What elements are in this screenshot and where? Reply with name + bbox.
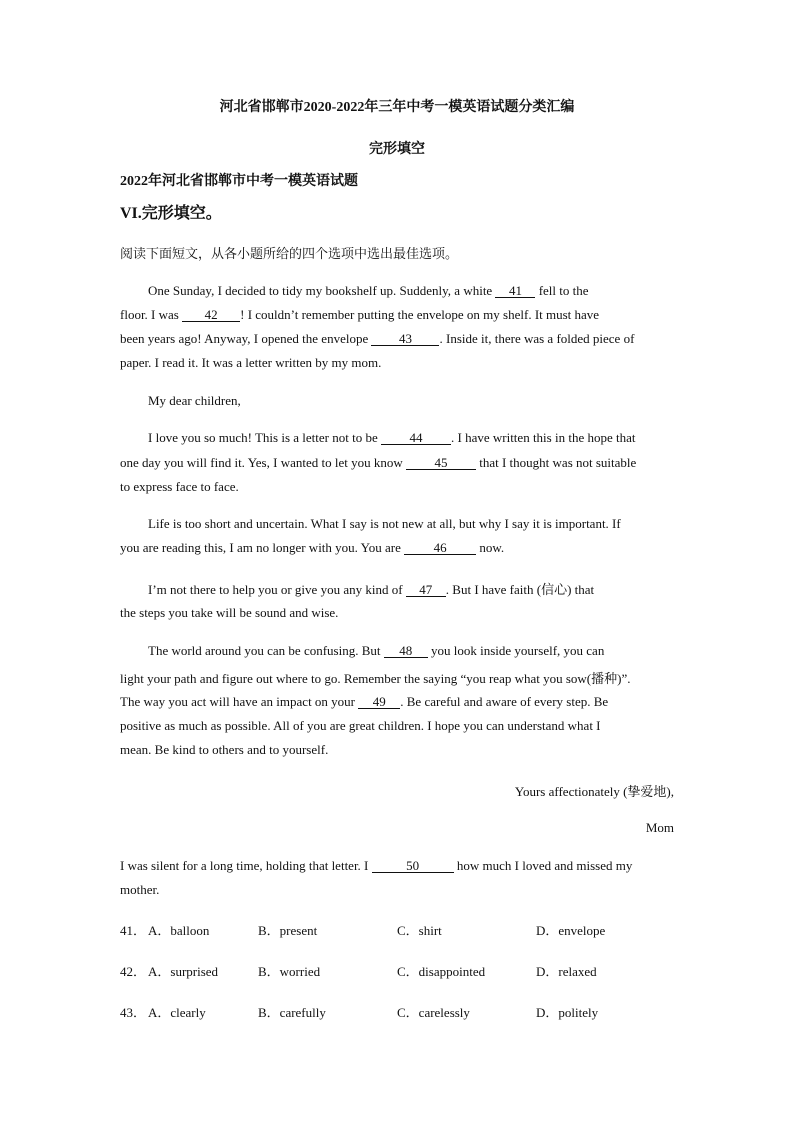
letter-closing: Yours affectionately (挚爱地), <box>514 784 674 799</box>
passage-line: to express face to face. <box>120 479 239 494</box>
question-number: 41． <box>120 923 147 938</box>
blank-46[interactable]: 46 <box>404 541 476 555</box>
passage-line: One Sunday, I decided to tidy my bookshelf up. Suddenly, a white 41 fell to the <box>148 283 589 298</box>
option-a[interactable]: A．surprised <box>148 964 219 979</box>
passage-line: been years ago! Anyway, I opened the envelope 43 . Inside it, there was a folded piece of <box>120 331 635 346</box>
option-a[interactable]: A．clearly <box>148 1005 206 1020</box>
blank-48[interactable]: 48 <box>384 644 428 658</box>
passage-line: mean. Be kind to others and to yourself. <box>120 742 329 757</box>
blank-49[interactable]: 49 <box>358 695 400 709</box>
subtitle: 完形填空 <box>369 142 425 157</box>
passage-line: Life is too short and uncertain. What I say is not new at all, but why I say it is important. If <box>148 516 621 531</box>
passage-line: light your path and figure out where to go. Remember the saying “you reap what you sow(播种)”. <box>120 671 631 686</box>
passage-line: mother. <box>120 882 160 897</box>
letter-greeting: My dear children, <box>148 393 241 408</box>
option-d[interactable]: D．envelope <box>536 923 606 938</box>
option-b[interactable]: B．worried <box>258 964 321 979</box>
option-a[interactable]: A．balloon <box>148 923 210 938</box>
option-c[interactable]: C．disappointed <box>397 964 486 979</box>
blank-44[interactable]: 44 <box>381 431 451 445</box>
passage-line: you are reading this, I am no longer with you. You are 46 now. <box>120 540 505 555</box>
passage-line: I love you so much! This is a letter not to be 44 . I have written this in the hope that <box>148 430 636 445</box>
passage-line: one day you will find it. Yes, I wanted to let you know 45 that I thought was not suitable <box>120 455 637 470</box>
passage-line: I’m not there to help you or give you any kind of 47 . But I have faith (信心) that <box>148 582 595 597</box>
option-d[interactable]: D．relaxed <box>536 964 597 979</box>
letter-signature: Mom <box>645 820 674 835</box>
blank-50[interactable]: 50 <box>372 859 454 873</box>
option-b[interactable]: B．present <box>258 923 318 938</box>
option-c[interactable]: C．carelessly <box>397 1005 470 1020</box>
exam-title: 2022年河北省邯郸市中考一模英语试题 <box>120 174 358 189</box>
option-b[interactable]: B．carefully <box>258 1005 326 1020</box>
blank-43[interactable]: 43 <box>371 332 439 346</box>
passage-line: I was silent for a long time, holding that letter. I 50 how much I loved and missed my <box>120 858 633 873</box>
option-d[interactable]: D．politely <box>536 1005 599 1020</box>
main-title: 河北省邯郸市2020-2022年三年中考一模英语试题分类汇编 <box>219 100 575 115</box>
section-heading: VI.完形填空。 <box>120 205 222 222</box>
instruction-text: 阅读下面短文，从各小题所给的四个选项中选出最佳选项。 <box>120 246 459 261</box>
blank-41[interactable]: 41 <box>495 284 535 298</box>
passage-line: The world around you can be confusing. But 48 you look inside yourself, you can <box>148 643 605 658</box>
blank-45[interactable]: 45 <box>406 456 476 470</box>
passage-line: The way you act will have an impact on your 49 . Be careful and aware of every step. Be <box>120 694 609 709</box>
option-c[interactable]: C．shirt <box>397 923 442 938</box>
passage-line: floor. I was 42 ! I couldn’t remember putting the envelope on my shelf. It must have <box>120 307 600 322</box>
blank-42[interactable]: 42 <box>182 308 240 322</box>
question-number: 43． <box>120 1005 147 1020</box>
passage-line: paper. I read it. It was a letter written by my mom. <box>120 355 382 370</box>
passage-line: the steps you take will be sound and wise. <box>120 605 339 620</box>
question-number: 42． <box>120 964 147 979</box>
passage-line: positive as much as possible. All of you are great children. I hope you can understand what I <box>120 718 601 733</box>
blank-47[interactable]: 47 <box>406 583 446 597</box>
